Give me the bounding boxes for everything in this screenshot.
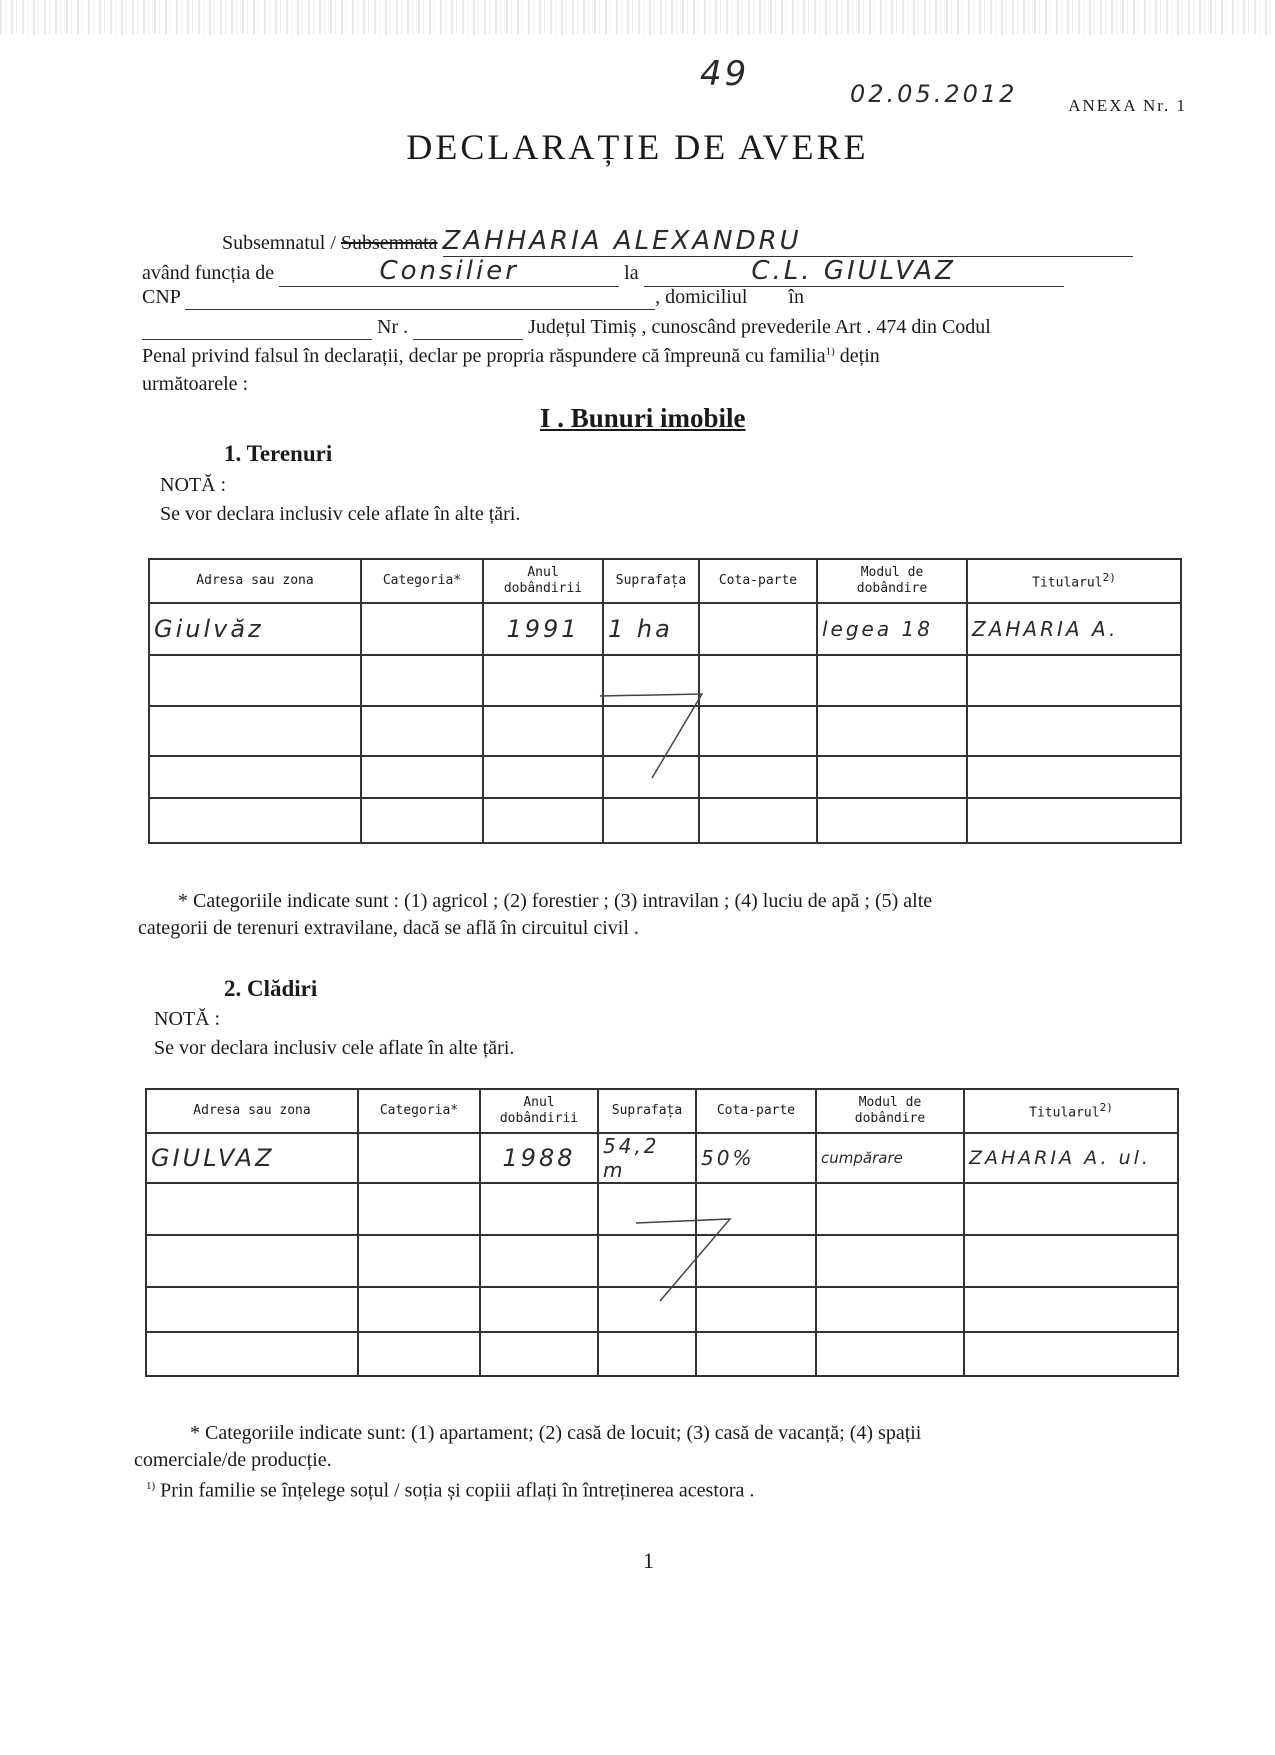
in-label: în: [788, 286, 804, 308]
familie-footnote-ref: 1): [146, 1480, 156, 1492]
page-title: DECLARAȚIE DE AVERE: [406, 127, 869, 167]
header-anul: Anul dobândirii: [480, 1089, 598, 1133]
intro-line-5: [142, 345, 1182, 368]
nr-field: [413, 316, 523, 340]
intro-line-4: [142, 316, 1182, 340]
name-handwritten: ZAHHARIA ALEXANDRU: [443, 226, 1133, 257]
domiciliul-label: , domiciliul: [655, 286, 748, 308]
judet-text: Județul Timiș , cunoscând prevederile Art . 474 din Codul: [528, 316, 991, 338]
header-suprafata: Suprafața: [603, 559, 699, 603]
intro-line-1: [222, 226, 1182, 257]
cell-anul: 1991: [483, 603, 603, 655]
header-categoria: Categoria*: [358, 1089, 480, 1133]
header-titularul: Titularul$^{2)}$: [967, 559, 1181, 603]
footnote-ref: 1): [825, 345, 835, 358]
intro-line-2: [142, 256, 1182, 287]
cell-suprafata: 54,2 m: [598, 1133, 696, 1183]
header-modul: Modul de dobândire: [817, 559, 967, 603]
address-field: [142, 316, 372, 340]
cladiri-footnote-2: comerciale/de producție.: [134, 1449, 332, 1471]
cell-suprafata: 1 ha: [603, 603, 699, 655]
cell-titularul: ZAHARIA A. ul.: [964, 1133, 1178, 1183]
cell-modul: legea 18: [817, 603, 967, 655]
strike-mark-1: [590, 680, 720, 780]
detin-text: dețin: [839, 345, 880, 367]
header-modul: Modul de dobândire: [816, 1089, 964, 1133]
subsemnata-struck: Subsemnata: [340, 232, 438, 254]
intro-line-6: următoarele :: [142, 373, 249, 395]
terenuri-footnote-2: categorii de terenuri extravilane, dacă se află în circuitul civil .: [138, 917, 639, 939]
cnp-field: [185, 286, 655, 310]
table-row: [149, 603, 1181, 655]
cell-cota: [699, 603, 817, 655]
la-label: la: [624, 262, 639, 284]
cell-cota: 50%: [696, 1133, 816, 1183]
familie-footnote-text: Prin familie se înțelege soțul / soția și copiii aflați în întreținerea acestora .: [160, 1479, 755, 1502]
header-suprafata: Suprafața: [598, 1089, 696, 1133]
header-cota: Cota-parte: [696, 1089, 816, 1133]
cell-anul: 1988: [480, 1133, 598, 1183]
institutie-handwritten: C.L. GIULVAZ: [644, 256, 1064, 287]
nota-label-2: NOTĂ :: [154, 1008, 221, 1030]
nota-label-1: NOTĂ :: [160, 474, 227, 496]
subsection-cladiri: 2. Clădiri: [224, 976, 318, 1001]
cell-categoria: [361, 603, 483, 655]
section-title-imobile: I . Bunuri imobile: [540, 403, 746, 433]
cell-modul: cumpărare: [816, 1133, 964, 1183]
nr-label: Nr .: [377, 316, 409, 338]
penal-text: Penal privind falsul în declarații, declar pe propria răspundere că împreună cu familia: [142, 345, 826, 367]
header-categoria: Categoria*: [361, 559, 483, 603]
nota-text-2: Se vor declara inclusiv cele aflate în alte țări.: [154, 1037, 515, 1059]
page-number: 1: [643, 1548, 654, 1573]
cell-titularul: ZAHARIA A.: [967, 603, 1181, 655]
nota-text-1: Se vor declara inclusiv cele aflate în alte țări.: [160, 503, 521, 525]
subsemnatul-label: Subsemnatul /: [222, 232, 341, 254]
subsection-terenuri: 1. Terenuri: [224, 441, 333, 466]
functia-handwritten: Consilier: [279, 256, 619, 287]
functia-label: având funcția de: [142, 262, 275, 284]
table-row: [146, 1332, 1178, 1376]
familie-footnote: [146, 1473, 1146, 1505]
table-row: [146, 1133, 1178, 1183]
intro-line-3: [142, 286, 1182, 310]
annex-label: ANEXA Nr. 1: [1068, 96, 1187, 115]
header-titularul: Titularul$^{2)}$: [964, 1089, 1178, 1133]
cnp-label: CNP: [142, 286, 181, 308]
registration-number: 49: [700, 54, 750, 94]
cell-adresa: GIULVAZ: [146, 1133, 358, 1183]
table-row: [149, 798, 1181, 843]
strike-mark-2: [630, 1205, 740, 1305]
terenuri-footnote-1: * Categoriile indicate sunt : (1) agricol ; (2) forestier ; (3) intravilan ; (4) luciu de apă ; (5) alte: [178, 890, 933, 912]
header-adresa: Adresa sau zona: [149, 559, 361, 603]
registration-date: 02.05.2012: [850, 80, 1018, 108]
scan-noise: [0, 0, 1275, 34]
cell-categoria: [358, 1133, 480, 1183]
cell-adresa: Giulvăz: [149, 603, 361, 655]
cladiri-footnote-1: * Categoriile indicate sunt: (1) apartament; (2) casă de locuit; (3) casă de vacanță; (4) spații: [190, 1422, 922, 1444]
header-anul: Anul dobândirii: [483, 559, 603, 603]
header-cota: Cota-parte: [699, 559, 817, 603]
header-adresa: Adresa sau zona: [146, 1089, 358, 1133]
